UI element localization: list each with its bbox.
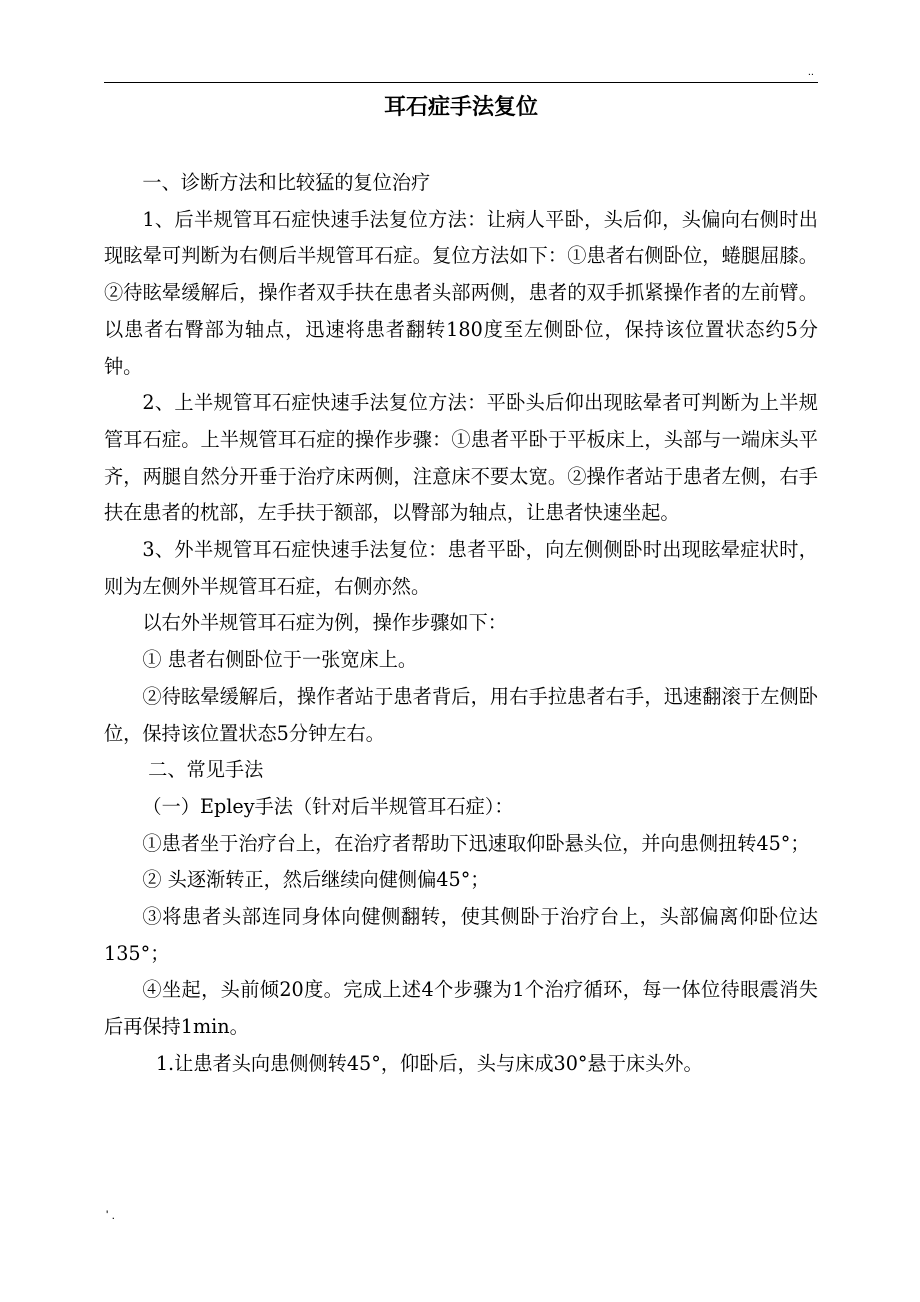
document-body xyxy=(104,165,818,1083)
paragraph-numbered-step-1: 1.让患者头向患侧侧转45°，仰卧后，头与床成30°悬于床头外。 xyxy=(155,1051,703,1075)
paragraph-epley-step-1: ①患者坐于治疗台上，在治疗者帮助下迅速取仰卧悬头位，并向患侧扭转45°； xyxy=(142,831,810,855)
paragraph-lateral-step-2: ②待眩晕缓解后，操作者站于患者背后，用右手拉患者右手，迅速翻滚于左侧卧位，保持该位置状态5分钟左右。 xyxy=(104,684,818,745)
paragraph-section-1-heading: 一、诊断方法和比较猛的复位治疗 xyxy=(142,171,431,194)
paragraph-epley-step-2: ② 头逐渐转正，然后继续向健侧偏45°； xyxy=(142,868,490,892)
paragraph-lateral-example-intro: 以右外半规管耳石症为例，操作步骤如下： xyxy=(142,611,507,635)
paragraph-epley-step-4: ④坐起，头前倾20度。完成上述4个步骤为1个治疗循环，每一体位待眼震消失后再保持1min。 xyxy=(104,978,818,1039)
footer-mark: ' . xyxy=(106,1208,115,1222)
paragraph-epley-step-3: ③将患者头部连同身体向健侧翻转，使其侧卧于治疗台上，头部偏离仰卧位达135°； xyxy=(104,905,818,965)
document-title: 耳石症手法复位 xyxy=(383,94,538,120)
paragraph-posterior-canal-method: 1、后半规管耳石症快速手法复位方法：让病人平卧，头后仰，头偏向右侧时出现眩晕可判断为右侧后半规管耳石症。复位方法如下：①患者右侧卧位，蜷腿屈膝。②待眩晕缓解后，操作者双手扶在患者头部两侧，患者的双手抓紧操作者的左前臂。以患者右臀部为轴点，迅速将患者翻转180度至左侧卧位，保持该位置状态约5分钟。 xyxy=(104,207,818,378)
header-mark: .. xyxy=(807,66,814,78)
paragraph-section-2-heading: 二、常见手法 xyxy=(148,758,264,782)
paragraph-lateral-canal-method: 3、外半规管耳石症快速手法复位：患者平卧，向左侧侧卧时出现眩晕症状时，则为左侧外半规管耳石症，右侧亦然。 xyxy=(104,538,818,598)
paragraph-superior-canal-method: 2、上半规管耳石症快速手法复位方法：平卧头后仰出现眩晕者可判断为上半规管耳石症。上半规管耳石症的操作步骤：①患者平卧于平板床上，头部与一端床头平齐，两腿自然分开垂于治疗床两侧，注意床不要太宽。②操作者站于患者左侧，右手扶在患者的枕部，左手扶于额部，以臀部为轴点，让患者快速坐起。 xyxy=(104,391,818,525)
paragraph-lateral-step-1: ① 患者右侧卧位于一张宽床上。 xyxy=(142,648,418,672)
paragraph-epley-heading: （一）Epley手法（针对后半规管耳石症）： xyxy=(142,794,514,818)
header-rule xyxy=(104,82,818,83)
